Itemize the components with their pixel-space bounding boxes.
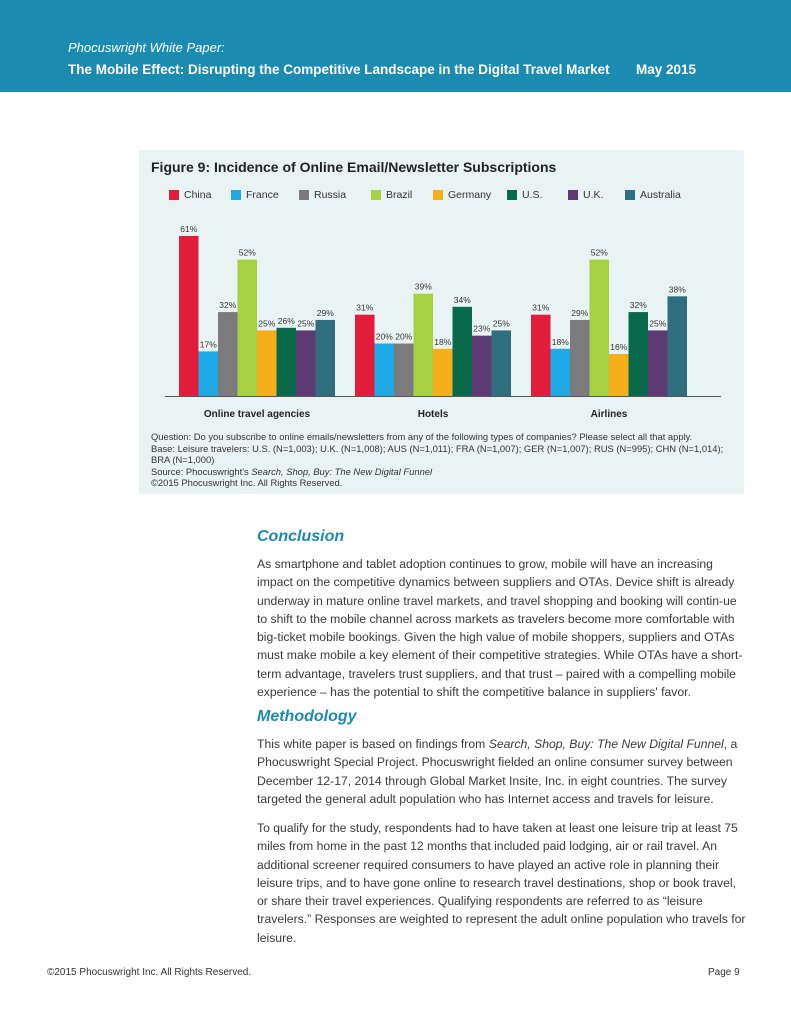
data-label: 16% bbox=[610, 342, 628, 353]
legend-label: France bbox=[246, 189, 279, 201]
legend-swatch bbox=[231, 190, 241, 200]
methodology-heading: Methodology bbox=[257, 708, 357, 725]
data-label: 32% bbox=[219, 300, 237, 311]
legend-item-china bbox=[169, 188, 211, 202]
category-label: Online travel agencies bbox=[203, 409, 311, 420]
figure-base: Base: Leisure travelers: U.S. (N=1,003); U.K. (N=1,008); AUS (N=1,011); FRA (N=1,007); GER (N=1,007); RUS (N=995); CHN (N=1,014); BRA (N=1,000) bbox=[151, 442, 724, 466]
legend-item-australia bbox=[625, 188, 681, 202]
legend-item-germany bbox=[433, 188, 491, 202]
data-label: 18% bbox=[434, 336, 452, 347]
methodology-paragraph-2: To qualify for the study, respondents had to have taken at least one leisure trip at least 75 miles from home in the past 12 months that included paid lodging, air or rail travel. An additional screener required consumers to have played an active role in planning their leisure trips, and to have gone online to research travel destinations, shop or book travel, or share their travel experiences. Qualifying respondents are referred to as “leisure travelers.” Responses are weighted to represent the adult online population who travels for leisure. bbox=[257, 821, 746, 945]
legend-label: U.S. bbox=[522, 189, 543, 201]
bar-russia-2 bbox=[570, 320, 590, 396]
bar-uk-0 bbox=[296, 330, 316, 396]
figure-notes bbox=[151, 431, 736, 489]
conclusion-paragraph: As smartphone and tablet adoption continues to grow, mobile will have an increasing impact on the competitive dynamics between suppliers and OTAs. Device shift is already underway in mature online travel markets, and travel shopping and booking will contin-ue to shift to the mobile channel across markets as travelers become more comfortable with big-ticket mobile bookings. Given the high value of mobile shoppers, suppliers and OTAs must make mobile a key element of their competitive strategies. While OTAs have a short-term advantage, travelers trust suppliers, and that trust – paired with a compelling mobile experience – has the potential to shift the competitive balance in suppliers' favor. bbox=[257, 557, 743, 700]
data-label: 38% bbox=[668, 284, 686, 295]
header-title: The Mobile Effect: Disrupting the Competitive Landscape in the Digital Travel Market bbox=[68, 62, 610, 77]
bar-us-1 bbox=[453, 307, 473, 396]
data-label: 25% bbox=[649, 318, 667, 329]
methodology-paragraph-1 bbox=[257, 735, 747, 808]
bar-france-1 bbox=[375, 344, 395, 396]
page-header bbox=[0, 0, 791, 92]
page-number: Page 9 bbox=[708, 967, 740, 978]
legend-label: Russia bbox=[314, 189, 347, 201]
bar-russia-1 bbox=[394, 344, 414, 396]
data-label: 23% bbox=[473, 323, 491, 334]
data-label: 20% bbox=[395, 331, 413, 342]
header-subtitle: Phocuswright White Paper: bbox=[68, 40, 225, 55]
data-label: 39% bbox=[414, 281, 432, 292]
bar-uk-1 bbox=[472, 336, 492, 396]
category-label: Airlines bbox=[590, 409, 628, 420]
legend-label: Brazil bbox=[386, 189, 413, 201]
category-label: Hotels bbox=[417, 409, 449, 420]
legend-swatch bbox=[299, 190, 309, 200]
bar-germany-1 bbox=[433, 349, 453, 396]
footer-copyright: ©2015 Phocuswright Inc. All Rights Reserved. bbox=[47, 967, 252, 978]
methodology-p1-after: , a Phocuswright Special Project. Phocuswright fielded an online consumer survey between December 12-17, 2014 through Global Market Insite, Inc. in eight countries. The survey targeted the general adult population who has Internet access and travels for leisure. bbox=[257, 737, 738, 806]
bar-brazil-0 bbox=[238, 260, 258, 396]
bar-brazil-1 bbox=[414, 294, 434, 396]
data-label: 17% bbox=[199, 339, 217, 350]
bar-russia-0 bbox=[218, 312, 238, 396]
bar-china-2 bbox=[531, 315, 551, 396]
bar-france-0 bbox=[199, 351, 219, 396]
data-label: 29% bbox=[316, 307, 334, 318]
figure-source-prefix: Source: Phocuswright's bbox=[151, 465, 252, 477]
data-label: 26% bbox=[277, 315, 295, 326]
data-label: 34% bbox=[453, 294, 471, 305]
figure-source-title: Search, Shop, Buy: The New Digital Funnel bbox=[251, 465, 433, 477]
data-label: 25% bbox=[258, 318, 276, 329]
bar-germany-2 bbox=[609, 354, 629, 396]
bar-australia-2 bbox=[668, 296, 688, 396]
bar-chart bbox=[139, 220, 744, 430]
legend-item-us bbox=[507, 188, 542, 202]
methodology-p1-title: Search, Shop, Buy: The New Digital Funnel bbox=[488, 737, 724, 751]
legend-item-brazil bbox=[371, 188, 412, 202]
data-label: 52% bbox=[238, 247, 256, 258]
legend-swatch bbox=[507, 190, 517, 200]
bar-france-2 bbox=[551, 349, 571, 396]
data-label: 25% bbox=[492, 318, 510, 329]
bar-china-1 bbox=[355, 315, 375, 396]
figure-copyright: ©2015 Phocuswright Inc. All Rights Reserved. bbox=[151, 477, 343, 489]
data-label: 52% bbox=[590, 247, 608, 258]
bar-brazil-2 bbox=[590, 260, 610, 396]
data-label: 18% bbox=[551, 336, 569, 347]
bar-us-2 bbox=[629, 312, 649, 396]
legend-item-uk bbox=[568, 188, 603, 202]
bar-australia-1 bbox=[492, 330, 512, 396]
data-label: 32% bbox=[629, 300, 647, 311]
legend-label: Australia bbox=[640, 189, 681, 201]
legend-swatch bbox=[371, 190, 381, 200]
bar-australia-0 bbox=[316, 320, 336, 396]
bar-uk-2 bbox=[648, 330, 668, 396]
data-label: 20% bbox=[375, 331, 393, 342]
legend-label: China bbox=[184, 189, 212, 201]
header-date: May 2015 bbox=[636, 62, 697, 77]
figure-title: Figure 9: Incidence of Online Email/Newsletter Subscriptions bbox=[151, 159, 557, 175]
data-label: 31% bbox=[356, 302, 374, 313]
data-label: 31% bbox=[532, 302, 550, 313]
bar-us-0 bbox=[277, 328, 297, 396]
bar-china-0 bbox=[179, 236, 199, 396]
bar-germany-0 bbox=[257, 330, 277, 396]
conclusion-heading: Conclusion bbox=[257, 528, 345, 545]
figure-source bbox=[151, 466, 736, 478]
legend-item-france bbox=[231, 188, 279, 202]
legend-label: U.K. bbox=[583, 189, 604, 201]
figure-9 bbox=[139, 150, 744, 494]
legend-swatch bbox=[169, 190, 179, 200]
legend-swatch bbox=[568, 190, 578, 200]
legend-swatch bbox=[625, 190, 635, 200]
legend-item-russia bbox=[299, 188, 346, 202]
data-label: 61% bbox=[180, 224, 198, 234]
methodology-p1-before: This white paper is based on findings from bbox=[257, 737, 489, 751]
data-label: 25% bbox=[297, 318, 315, 329]
legend-swatch bbox=[433, 190, 443, 200]
legend-label: Germany bbox=[448, 189, 492, 201]
figure-question: Question: Do you subscribe to online emails/newsletters from any of the following types of companies? Please select all that apply. bbox=[151, 431, 693, 442]
data-label: 29% bbox=[571, 307, 589, 318]
